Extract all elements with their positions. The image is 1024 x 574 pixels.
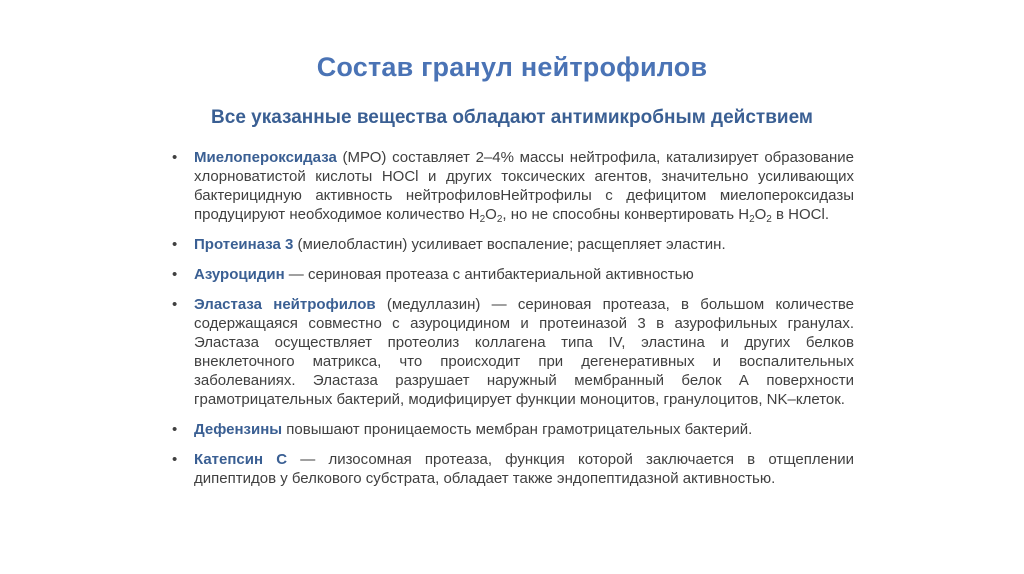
term-azurocidin: Азуроцидин: [194, 266, 285, 283]
bullet: •: [172, 236, 178, 253]
bullet: •: [172, 421, 178, 438]
item-text: (МРО) составляет 2–4% массы нейтрофила, катализирует образование хлорноватистой кислоты HOCl и других токсических агентов, значительно усиливающих бактерицидную активность нейтрофиловНейтрофилы с дефицитом миелопероксидазы продуцируют необходимое количество H: [194, 149, 854, 223]
bullet: •: [172, 149, 178, 166]
item-text: O: [754, 206, 767, 223]
item-text: — лизосомная протеаза, функция которой заключается в отщеплении дипептидов у белкового субстрата, обладает также эндопептидазной активностью.: [194, 451, 854, 487]
list-item-proteinase-3: [170, 235, 854, 254]
term-cathepsin-c: Катепсин С: [194, 451, 288, 468]
list-item-azurocidin: [170, 265, 854, 284]
item-text: (медуллазин) — сериновая протеаза, в большом количестве содержащаяся совместно с азуроцидином и протеиназой 3 в азурофильных гранулах. Эластаза осуществляет протеолиз коллагена типа IV, эластина и других белков внеклеточного матрикса, что происходит при дегенеративных и воспалительных заболеваниях. Эластаза разрушает наружный мембранный белок А поверхности грамотрицательных бактерий, модифицирует функции моноцитов, гранулоцитов, NK–клеток.: [194, 296, 854, 408]
subscript: 2: [749, 214, 755, 225]
item-text: , но не способны конвертировать H: [502, 206, 750, 223]
list-item-elastase: [170, 295, 854, 409]
list-item-myeloperoxidase: [170, 148, 854, 224]
term-defensins: Дефензины: [194, 421, 283, 438]
item-text: O: [485, 206, 497, 223]
granule-list: [170, 148, 854, 499]
subscript: 2: [496, 214, 503, 225]
subscript: 2: [479, 214, 486, 225]
subscript: 2: [766, 214, 772, 225]
term-myeloperoxidase: Миелопероксидаза: [194, 149, 337, 166]
bullet: •: [172, 266, 178, 283]
item-text: в HOCl.: [771, 206, 829, 223]
slide-subtitle: Все указанные вещества обладают антимикробным действием: [211, 107, 813, 128]
bullet: •: [172, 451, 178, 468]
list-item-defensins: [170, 420, 854, 439]
item-text: — сериновая протеаза с антибактериальной активностью: [284, 266, 694, 283]
bullet: •: [172, 296, 178, 313]
list-item-cathepsin-c: [170, 450, 854, 488]
slide-title: Состав гранул нейтрофилов: [316, 52, 708, 82]
term-proteinase-3: Протеиназа 3: [194, 236, 294, 253]
item-text: повышают проницаемость мембран грамотрицательных бактерий.: [282, 421, 753, 438]
item-text: (миелобластин) усиливает воспаление; расщепляет эластин.: [293, 236, 726, 253]
term-elastase: Эластаза нейтрофилов: [194, 296, 376, 313]
